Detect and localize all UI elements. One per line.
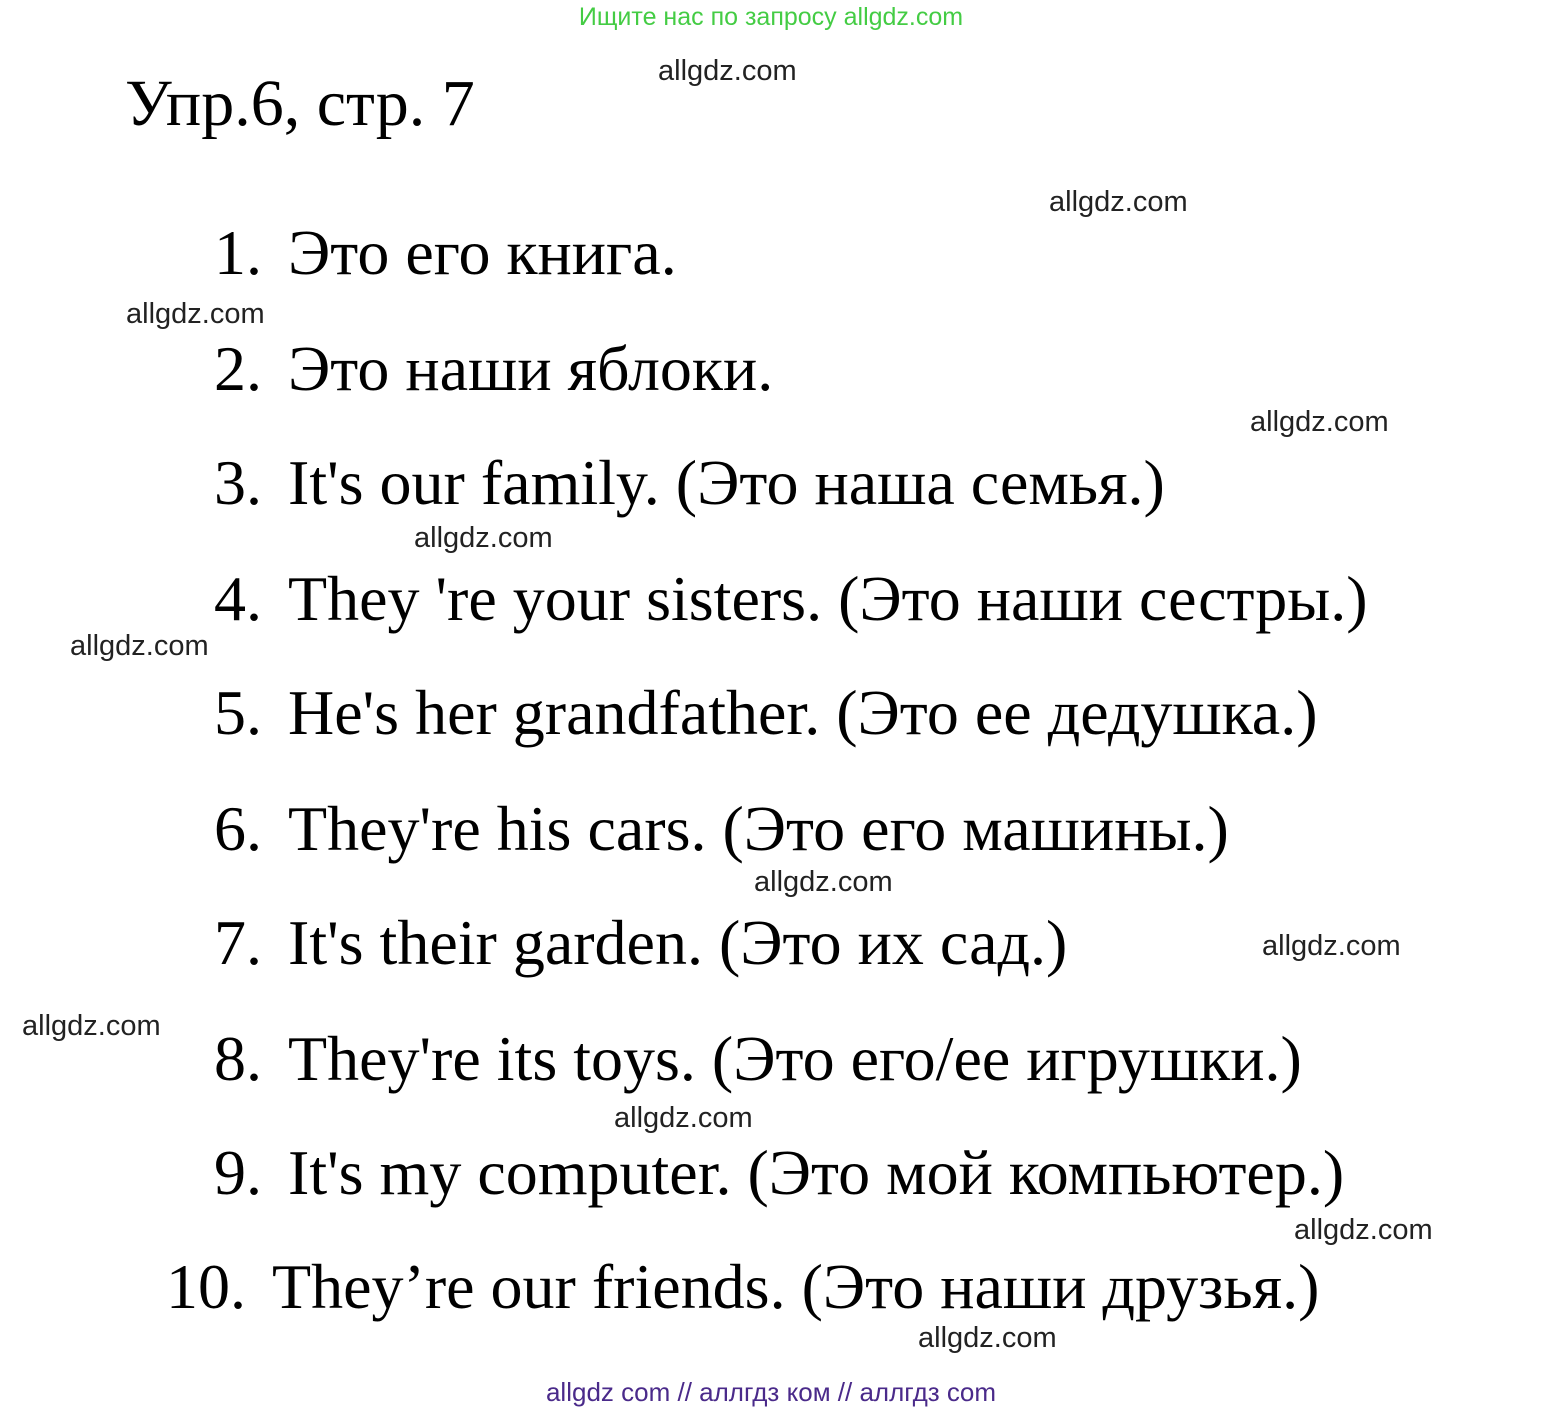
exercise-title: Упр.6, стр. 7 — [125, 67, 475, 140]
item-number: 2. — [214, 333, 262, 404]
search-banner: Ищите нас по запросу allgdz.com — [578, 3, 964, 31]
watermark: allgdz.com — [754, 866, 893, 898]
watermark: allgdz.com — [918, 1322, 1057, 1354]
list-item — [214, 792, 1229, 866]
item-text: Это его книга. — [288, 217, 677, 288]
watermark: allgdz.com — [1294, 1214, 1433, 1246]
list-item — [214, 332, 774, 406]
item-number: 6. — [214, 793, 262, 864]
item-text: It's our family. (Это наша семья.) — [288, 447, 1165, 518]
footer-links: allgdz com // аллгдз ком // аллгдз com — [545, 1377, 997, 1407]
item-text: They're his cars. (Это его машины.) — [288, 793, 1229, 864]
watermark: allgdz.com — [614, 1102, 753, 1134]
item-number: 10. — [166, 1251, 246, 1322]
item-text: He's her grandfather. (Это ее дедушка.) — [288, 677, 1318, 748]
list-item — [214, 216, 677, 290]
item-number: 1. — [214, 217, 262, 288]
item-text: They're its toys. (Это его/ее игрушки.) — [288, 1023, 1302, 1094]
item-number: 5. — [214, 677, 262, 748]
list-item — [214, 1136, 1345, 1210]
item-number: 7. — [214, 907, 262, 978]
watermark: allgdz.com — [1049, 186, 1188, 218]
watermark: allgdz.com — [414, 522, 553, 554]
list-item — [214, 562, 1368, 636]
watermark: allgdz.com — [126, 298, 265, 330]
watermark: allgdz.com — [658, 55, 797, 87]
item-text: It's my computer. (Это мой компьютер.) — [288, 1137, 1345, 1208]
item-number: 3. — [214, 447, 262, 518]
list-item — [214, 1022, 1302, 1096]
item-text: They 're your sisters. (Это наши сестры.) — [288, 563, 1368, 634]
watermark: allgdz.com — [70, 630, 209, 662]
item-number: 8. — [214, 1023, 262, 1094]
list-item — [166, 1250, 1320, 1324]
watermark: allgdz.com — [22, 1010, 161, 1042]
item-text: They’re our friends. (Это наши друзья.) — [272, 1251, 1320, 1322]
item-number: 9. — [214, 1137, 262, 1208]
item-text: It's their garden. (Это их сад.) — [288, 907, 1068, 978]
item-number: 4. — [214, 563, 262, 634]
item-text: Это наши яблоки. — [288, 333, 774, 404]
watermark: allgdz.com — [1262, 930, 1401, 962]
list-item — [214, 446, 1165, 520]
list-item — [214, 676, 1318, 750]
watermark: allgdz.com — [1250, 406, 1389, 438]
list-item — [214, 906, 1068, 980]
